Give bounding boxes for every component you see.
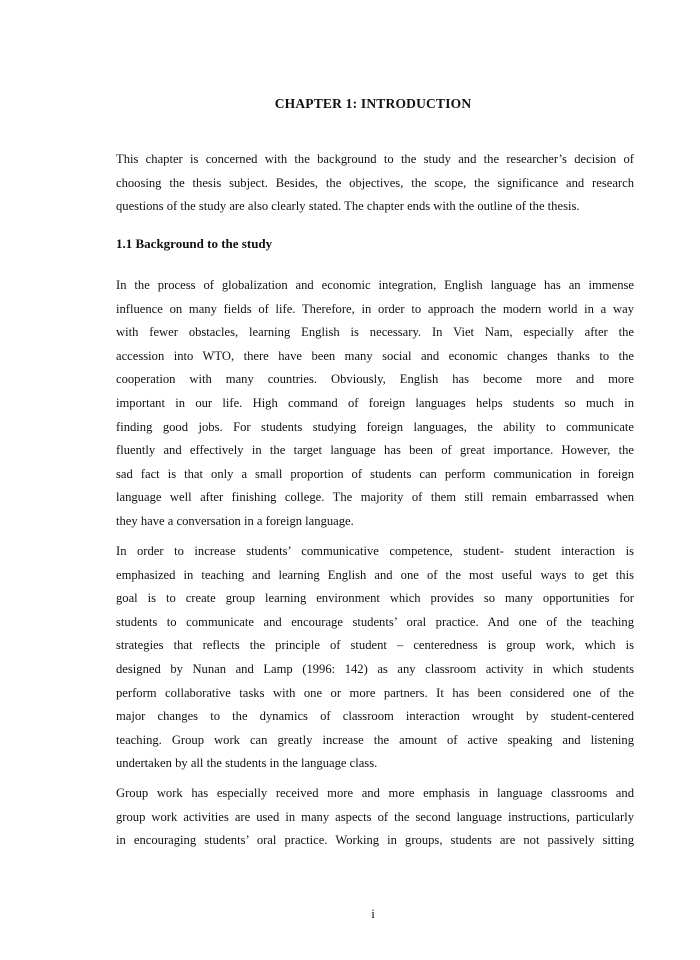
text-line: in encouraging students’ oral practice. Working in groups, students are not passively sitting: [116, 833, 634, 848]
text-line: goal is to create group learning environment which provides so many opportunities for: [116, 591, 634, 606]
text-line: language well after finishing college. The majority of them still remain embarrassed when: [116, 490, 634, 505]
text-line: choosing the thesis subject. Besides, the objectives, the scope, the significance and research: [116, 175, 634, 190]
text-line: In order to increase students’ communicative competence, student- student interaction is: [116, 544, 634, 558]
text-line: strategies that reflects the principle of student – centeredness is group work, which is: [116, 638, 634, 653]
text-line: undertaken by all the students in the language class.: [116, 756, 378, 771]
text-line: Group work has especially received more and more emphasis in language classrooms and: [116, 786, 634, 800]
text-line: questions of the study are also clearly stated. The chapter ends with the outline of the thesis.: [116, 199, 580, 214]
text-line: major changes to the dynamics of classroom interaction wrought by student-centered: [116, 709, 634, 724]
background-paragraph-3: [116, 782, 634, 853]
text-line: finding good jobs. For students studying foreign languages, the ability to communicate: [116, 419, 634, 434]
background-paragraph-1: [116, 274, 634, 534]
page-number: i: [371, 906, 375, 921]
text-line: teaching. Group work can greatly increase the amount of active speaking and listening: [116, 732, 634, 747]
text-line: emphasized in teaching and learning English and one of the most useful ways to get this: [116, 567, 634, 582]
text-line: group work activities are used in many aspects of the second language instructions, particularly: [116, 809, 634, 824]
text-line: This chapter is concerned with the background to the study and the researcher’s decision of: [116, 152, 634, 166]
intro-paragraph: [116, 148, 634, 219]
text-line: influence on many fields of life. Therefore, in order to approach the modern world in a way: [116, 301, 634, 316]
text-line: with fewer obstacles, learning English is necessary. In Viet Nam, especially after the: [116, 325, 634, 340]
text-line: perform collaborative tasks with one or more partners. It has been considered one of the: [116, 685, 634, 700]
chapter-title: CHAPTER 1: INTRODUCTION: [274, 96, 472, 111]
text-line: In the process of globalization and economic integration, English language has an immense: [116, 278, 634, 292]
text-line: accession into WTO, there have been many social and economic changes thanks to the: [116, 348, 634, 363]
text-line: students to communicate and encourage students’ oral practice. And one of the teaching: [116, 614, 634, 629]
background-paragraph-2: [116, 540, 634, 776]
text-line: sad fact is that only a small proportion of students can perform communication in foreign: [116, 466, 634, 481]
text-line: they have a conversation in a foreign language.: [116, 513, 354, 528]
section-heading: 1.1 Background to the study: [116, 236, 273, 251]
text-line: cooperation with many countries. Obviously, English has become more and more: [116, 372, 634, 387]
text-line: important in our life. High command of foreign languages helps students so much in: [116, 395, 634, 410]
text-line: designed by Nunan and Lamp (1996: 142) as any classroom activity in which students: [116, 661, 634, 676]
text-line: fluently and effectively in the target language has been of great importance. However, the: [116, 443, 634, 458]
